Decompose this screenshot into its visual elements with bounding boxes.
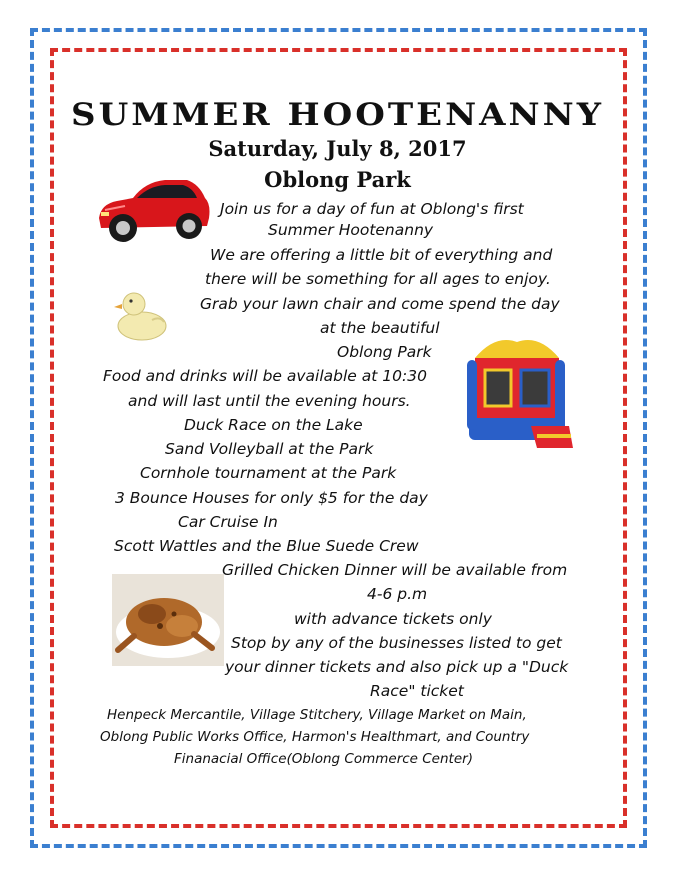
food-drinks-line: Food and drinks will be available at 10:30: [103, 367, 427, 385]
flyer-title: SUMMER HOOTENANNY: [71, 97, 604, 133]
business-list-line-1: Henpeck Mercantile, Village Stitchery, Village Market on Main,: [107, 707, 527, 723]
rubber-duck-icon: [112, 288, 170, 344]
car-cruise-line: Car Cruise In: [178, 513, 278, 531]
band-line: Scott Wattles and the Blue Suede Crew: [114, 537, 419, 555]
evening-hours-line: and will last until the evening hours.: [128, 392, 411, 410]
bounce-houses-line: 3 Bounce Houses for only $5 for the day: [115, 489, 428, 507]
businesses-line: Stop by any of the businesses listed to get: [231, 634, 562, 652]
offer-line: We are offering a little bit of everything and: [210, 246, 553, 264]
bounce-house-icon: [465, 330, 575, 455]
event-location: Oblong Park: [264, 167, 411, 192]
red-car-icon: [95, 168, 213, 253]
intro-event-name: Summer Hootenanny: [268, 221, 434, 239]
event-date: Saturday, July 8, 2017: [208, 136, 467, 161]
all-ages-line: there will be something for all ages to enjoy.: [205, 270, 551, 288]
chicken-dinner-line: Grilled Chicken Dinner will be available from: [222, 561, 568, 579]
beautiful-line: at the beautiful: [320, 319, 440, 337]
cornhole-line: Cornhole tournament at the Park: [140, 464, 397, 482]
volleyball-line: Sand Volleyball at the Park: [165, 440, 374, 458]
advance-tickets-line: with advance tickets only: [294, 610, 492, 628]
race-ticket-line: Race" ticket: [370, 682, 464, 700]
duck-ticket-line: your dinner tickets and also pick up a "Duck: [225, 658, 569, 676]
dinner-time-line: 4-6 p.m: [367, 585, 428, 603]
park-name-line: Oblong Park: [337, 343, 432, 361]
business-list-line-2: Oblong Public Works Office, Harmon's Healthmart, and Country: [100, 729, 530, 745]
business-list-line-3: Finanacial Office(Oblong Commerce Center): [174, 751, 473, 767]
intro-line: Join us for a day of fun at Oblong's first: [220, 200, 524, 218]
lawn-chair-line: Grab your lawn chair and come spend the day: [200, 295, 560, 313]
grilled-chicken-icon: [112, 574, 224, 666]
duck-race-line: Duck Race on the Lake: [184, 416, 363, 434]
